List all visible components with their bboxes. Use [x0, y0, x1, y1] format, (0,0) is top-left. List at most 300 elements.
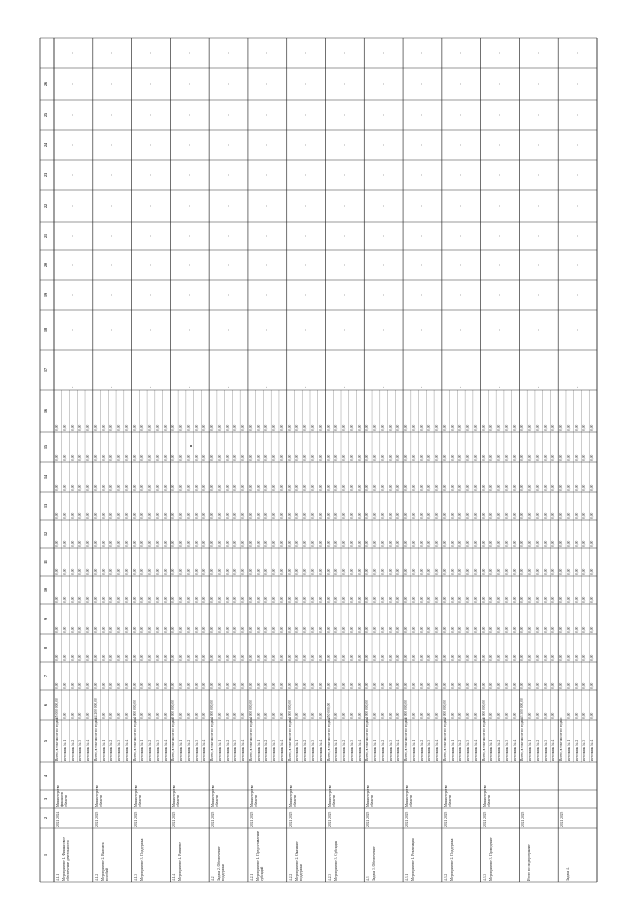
indicator-value: - [186, 114, 192, 116]
source-value: 0,00 [435, 484, 440, 491]
indicator-text: - [265, 386, 270, 388]
indicator-value: - [70, 144, 76, 146]
source-value: 0,00 [497, 454, 502, 461]
source-total: 0,00 [458, 712, 463, 719]
source-value: 0,00 [86, 654, 91, 661]
source-value: 0,00 [334, 568, 339, 575]
source-value: 0,00 [373, 626, 378, 633]
source-value: 0,00 [380, 512, 385, 519]
indicator-value: - [341, 235, 347, 237]
source-value: 0,00 [574, 424, 579, 431]
source-label: источник № 2 [186, 739, 191, 761]
source-value: 0,00 [473, 484, 478, 491]
source-value: 0,00 [357, 454, 362, 461]
source-value: 0,00 [373, 596, 378, 603]
source-value: 0,00 [473, 424, 478, 431]
source-value: 0,00 [124, 654, 129, 661]
source-total: 0,00 [574, 712, 579, 719]
indicator-value: - [303, 264, 309, 266]
source-total: 0,00 [582, 712, 587, 719]
source-label: источник № 4 [435, 739, 440, 761]
source-value: 0,00 [559, 596, 564, 603]
source-value: 0,00 [512, 654, 517, 661]
source-value: 0,00 [450, 512, 455, 519]
source-value: 0,00 [310, 626, 315, 633]
source-value: 0,00 [101, 454, 106, 461]
indicator-value: - [341, 294, 347, 296]
source-total: 0,00 [101, 712, 106, 719]
row-code: 4.2.2 [288, 873, 293, 881]
source-total: 0,00 [566, 712, 571, 719]
indicator-value: - [574, 83, 580, 85]
source-value: 0,00 [225, 654, 230, 661]
source-value: 0,00 [551, 484, 556, 491]
source-value: 0,00 [62, 596, 67, 603]
indicator-value: - [147, 144, 153, 146]
row-executor: Министерство области [249, 784, 258, 807]
source-value: 0,00 [256, 568, 261, 575]
source-value: 0,00 [117, 596, 122, 603]
source-value: 0,00 [520, 484, 525, 491]
source-value: 0,00 [411, 424, 416, 431]
source-value: 0,00 [233, 626, 238, 633]
source-value: 0,00 [140, 540, 145, 547]
source-value: 0,00 [155, 568, 160, 575]
indicator-text: - [187, 386, 192, 388]
source-total: 0,00 [427, 712, 432, 719]
source-value: 0,00 [109, 512, 114, 519]
source-value: 0,00 [512, 512, 517, 519]
source-value: 0,00 [217, 484, 222, 491]
indicator-text: - [459, 386, 464, 388]
source-value: 0,00 [489, 484, 494, 491]
source-value: 0,00 [373, 568, 378, 575]
indicator-value: - [497, 83, 503, 85]
source-value: 0,00 [310, 596, 315, 603]
indicator-value: - [186, 235, 192, 237]
source-value: 0,00 [442, 424, 447, 431]
indicator-value: - [225, 294, 231, 296]
source-value: 0,00 [233, 512, 238, 519]
indicator-value: - [458, 114, 464, 116]
source-value: 0,00 [124, 626, 129, 633]
source-value: 0,00 [233, 654, 238, 661]
source-value: 0,00 [481, 454, 486, 461]
source-value: 0,00 [396, 454, 401, 461]
source-label: Всего, в том числе по годам: [520, 717, 525, 761]
source-value: 0,00 [396, 424, 401, 431]
source-value: 0,00 [497, 512, 502, 519]
source-value: 0,00 [117, 568, 122, 575]
source-value: 0,00 [435, 682, 440, 689]
source-value: 0,00 [365, 454, 370, 461]
source-label: источник № 3 [117, 739, 122, 761]
source-value: 0,00 [435, 512, 440, 519]
source-value: 0,00 [78, 540, 83, 547]
source-value: 0,00 [512, 682, 517, 689]
source-value: 0,00 [466, 540, 471, 547]
source-value: 0,00 [582, 568, 587, 575]
source-value: 0,00 [217, 454, 222, 461]
indicator-value: - [497, 174, 503, 176]
source-total: 0,00 [62, 712, 67, 719]
column-number: 21 [43, 234, 48, 238]
column-number: 8 [43, 647, 48, 649]
source-value: 0,00 [233, 540, 238, 547]
source-label: источник № 3 [155, 739, 160, 761]
source-label: Всего, в том числе по годам: [442, 717, 447, 761]
source-value: 0,00 [70, 540, 75, 547]
indicator-text: - [226, 386, 231, 388]
source-value: 0,00 [248, 568, 253, 575]
source-label: Всего, в том числе по годам: [248, 717, 253, 761]
indicator-value: - [109, 114, 115, 116]
indicator-value: - [535, 264, 541, 266]
source-value: 0,00 [334, 626, 339, 633]
source-value: 0,00 [225, 512, 230, 519]
source-value: 0,00 [528, 512, 533, 519]
source-value: 0,00 [62, 682, 67, 689]
source-value: 0,00 [388, 540, 393, 547]
source-label: источник № 4 [202, 739, 207, 761]
source-value: 0,00 [342, 512, 346, 519]
source-value: 0,00 [132, 540, 137, 547]
source-value: 0,00 [574, 654, 579, 661]
source-value: 0,00 [411, 512, 416, 519]
source-value: 0,00 [279, 424, 284, 431]
source-value: 0,00 [559, 626, 564, 633]
source-value: 0,00 [504, 682, 509, 689]
indicator-value: - [109, 52, 115, 54]
indicator-text: - [71, 386, 76, 388]
source-value: 0,00 [590, 654, 595, 661]
source-value: 0,00 [202, 454, 207, 461]
source-label: Всего, в том числе по годам: [287, 717, 292, 761]
source-value: 0,00 [93, 596, 98, 603]
indicator-value: - [70, 114, 76, 116]
source-value: 0,00 [380, 682, 385, 689]
source-total: 33 300 000,00 [520, 698, 525, 719]
source-label: источник № 1 [101, 739, 106, 761]
source-value: 0,00 [543, 484, 548, 491]
source-value: 0,00 [124, 424, 129, 431]
source-value: 0,00 [466, 626, 471, 633]
indicator-value: - [574, 205, 580, 207]
row-executor: Министерство области [482, 784, 491, 807]
source-value: 0,00 [512, 424, 517, 431]
source-value: 0,00 [334, 682, 339, 689]
source-value: 0,00 [528, 654, 533, 661]
source-value: 0,00 [582, 484, 587, 491]
source-value: 0,00 [132, 682, 137, 689]
source-label: Всего, в том числе по годам: [404, 717, 409, 761]
source-value: 0,00 [404, 512, 409, 519]
source-value: 0,00 [155, 424, 160, 431]
source-value: 0,00 [248, 512, 253, 519]
source-value: 0,00 [388, 424, 393, 431]
source-value: 0,00 [241, 512, 246, 519]
source-value: 0,00 [458, 682, 463, 689]
source-value: 0,00 [559, 454, 564, 461]
source-label: источник № 4 [396, 739, 401, 761]
source-value: 0,00 [86, 596, 91, 603]
source-label: источник № 1 [179, 739, 184, 761]
source-value: 0,00 [272, 424, 277, 431]
source-value: 0,00 [148, 626, 153, 633]
source-total: 0,00 [435, 712, 440, 719]
source-value: 0,00 [419, 596, 424, 603]
indicator-value: - [497, 205, 503, 207]
indicator-value: - [109, 235, 115, 237]
indicator-value: - [458, 264, 464, 266]
source-value: 0,00 [248, 654, 253, 661]
source-value: 0,00 [233, 682, 238, 689]
source-value: 0,00 [210, 654, 215, 661]
source-value: 0,00 [117, 512, 122, 519]
source-value: 0,00 [466, 682, 471, 689]
source-value: 0,00 [117, 626, 122, 633]
source-value: 0,00 [466, 512, 471, 519]
source-value: 0,00 [295, 596, 300, 603]
source-value: 0,00 [140, 596, 145, 603]
source-value: 0,00 [566, 626, 571, 633]
source-label: источник № 1 [256, 739, 261, 761]
source-value: 0,00 [388, 596, 393, 603]
indicator-value: - [147, 52, 153, 54]
source-value: 0,00 [279, 682, 284, 689]
source-value: 0,00 [543, 454, 548, 461]
source-value: 0,00 [404, 540, 409, 547]
source-value: 0,00 [55, 654, 59, 661]
source-value: 0,00 [109, 682, 114, 689]
source-value: 0,00 [295, 626, 300, 633]
source-label: источник № 2 [380, 739, 385, 761]
indicator-value: - [380, 294, 386, 296]
source-value: 0,00 [520, 596, 525, 603]
source-value: 0,00 [473, 596, 478, 603]
source-total: 0,00 [78, 712, 83, 719]
source-value: 0,00 [504, 654, 509, 661]
source-value: 0,00 [520, 682, 525, 689]
indicator-value: - [419, 264, 425, 266]
source-value: 0,00 [171, 424, 176, 431]
indicator-value: - [225, 83, 231, 85]
source-value: 0,00 [163, 596, 168, 603]
source-value: 0,00 [194, 424, 199, 431]
source-value: 0,00 [225, 682, 230, 689]
source-value: 0,00 [225, 454, 230, 461]
source-value: 0,00 [318, 682, 323, 689]
source-value: 0,00 [419, 424, 424, 431]
source-value: 0,00 [388, 512, 393, 519]
source-value: 0,00 [179, 424, 184, 431]
indicator-value: - [225, 144, 231, 146]
source-value: 0,00 [155, 512, 160, 519]
indicator-value: - [70, 52, 76, 54]
row-executor: Министерство области [405, 784, 414, 807]
source-value: 0,00 [148, 484, 153, 491]
source-value: 0,00 [109, 540, 114, 547]
source-value: 0,00 [93, 540, 98, 547]
source-value: 0,00 [466, 568, 471, 575]
source-value: 0,00 [225, 568, 230, 575]
source-value: 0,00 [70, 626, 75, 633]
row-executor: Министерство области [172, 784, 181, 807]
indicator-value: - [535, 235, 541, 237]
source-value: 0,00 [248, 484, 253, 491]
source-value: 0,00 [148, 654, 153, 661]
indicator-value: - [380, 264, 386, 266]
source-value: 0,00 [70, 596, 75, 603]
indicator-value: - [303, 235, 309, 237]
indicator-value: - [419, 205, 425, 207]
indicator-value: - [147, 83, 153, 85]
source-value: 0,00 [512, 596, 517, 603]
source-value: 0,00 [179, 568, 184, 575]
indicator-value: - [264, 144, 270, 146]
indicator-value: - [147, 294, 153, 296]
source-value: 0,00 [272, 568, 277, 575]
row-code: 4.3.2 [443, 873, 448, 881]
source-value: 0,00 [504, 568, 509, 575]
source-total: 0,00 [233, 712, 238, 719]
source-value: 0,00 [248, 626, 253, 633]
source-value: 0,00 [551, 682, 556, 689]
indicator-value: - [458, 329, 464, 331]
source-value: 0,00 [140, 454, 145, 461]
source-value: 0,00 [202, 682, 207, 689]
row-name: Мероприятие 3. Проведение [488, 837, 493, 881]
source-value: 0,00 [497, 654, 502, 661]
source-value: 0,00 [210, 682, 215, 689]
source-value: 0,00 [179, 454, 184, 461]
indicator-text: - [110, 386, 115, 388]
source-value: 0,00 [504, 626, 509, 633]
source-value: 0,00 [357, 512, 362, 519]
row-code: 4.2.1 [249, 873, 254, 881]
row-name: Итого по подпрограмме [527, 844, 532, 881]
column-number: 14 [43, 475, 48, 479]
row-code: 4.2.3 [327, 873, 332, 881]
source-label: источник № 4 [279, 739, 284, 761]
source-value: 0,00 [388, 626, 393, 633]
indicator-value: - [574, 174, 580, 176]
source-value: 0,00 [419, 484, 424, 491]
source-total: 0,00 [217, 712, 222, 719]
indicator-value: - [225, 329, 231, 331]
source-value: 0,00 [318, 424, 323, 431]
source-value: 0,00 [194, 568, 199, 575]
source-value: 0,00 [520, 454, 525, 461]
source-value: 0,00 [140, 568, 145, 575]
source-value: 0,00 [435, 454, 440, 461]
source-value: 0,00 [404, 424, 409, 431]
source-value: 0,00 [349, 568, 354, 575]
source-value: 0,00 [62, 454, 67, 461]
source-value: 0,00 [458, 596, 463, 603]
indicator-value: - [303, 114, 309, 116]
row-years: 2021 2025 [482, 811, 487, 827]
indicator-value: - [380, 174, 386, 176]
source-value: 0,00 [512, 540, 517, 547]
source-label: Всего, в том числе по годам: [55, 717, 59, 761]
indicator-value: - [341, 329, 347, 331]
source-value: 0,00 [559, 540, 564, 547]
source-value: 0,00 [279, 540, 284, 547]
rotated-table [32, 30, 607, 890]
column-number: 5 [43, 740, 48, 742]
source-label: источник № 4 [163, 739, 168, 761]
source-value: 0,00 [303, 568, 308, 575]
indicator-value: - [574, 114, 580, 116]
source-value: 0,00 [303, 626, 308, 633]
source-value: 0,00 [194, 454, 199, 461]
indicator-value: - [497, 52, 503, 54]
source-value: 0,00 [272, 654, 277, 661]
source-value: 0,00 [70, 654, 75, 661]
source-value: 0,00 [217, 568, 222, 575]
source-label: источник № 3 [543, 739, 548, 761]
source-value: 0,00 [427, 682, 432, 689]
source-value: 0,00 [202, 512, 207, 519]
source-value: 0,00 [264, 424, 269, 431]
source-value: 0,00 [272, 484, 277, 491]
indicator-text: - [381, 386, 386, 388]
source-value: 0,00 [396, 682, 401, 689]
source-value: 0,00 [365, 596, 370, 603]
indicator-value: - [574, 264, 580, 266]
source-value: 0,00 [349, 682, 354, 689]
source-label: Всего, в том числе по годам: [93, 717, 98, 761]
indicator-value: - [458, 174, 464, 176]
source-value: 0,00 [241, 454, 246, 461]
indicator-value: - [535, 52, 541, 54]
source-label: источник № 2 [225, 739, 230, 761]
source-value: 0,00 [287, 424, 292, 431]
source-value: 0,00 [109, 484, 114, 491]
source-value: 0,00 [574, 596, 579, 603]
source-value: 0,00 [512, 484, 517, 491]
source-value: 0,00 [279, 596, 284, 603]
source-label: источник № 4 [318, 739, 323, 761]
source-value: 0,00 [140, 512, 145, 519]
source-value: 0,00 [559, 568, 564, 575]
indicator-value: - [264, 114, 270, 116]
column-number: 2 [43, 817, 48, 819]
source-value: 0,00 [373, 540, 378, 547]
source-value: 0,00 [109, 596, 114, 603]
source-value: 0,00 [419, 626, 424, 633]
source-value: 0,00 [543, 568, 548, 575]
indicator-value: - [109, 264, 115, 266]
source-value: 0,00 [590, 484, 595, 491]
source-value: 0,00 [559, 512, 564, 519]
source-value: 0,00 [349, 512, 354, 519]
source-value: 0,00 [132, 484, 137, 491]
source-value: 0,00 [93, 484, 98, 491]
indicator-value: - [264, 52, 270, 54]
source-total: 1 000 000,00 [404, 700, 409, 719]
source-value: 0,00 [357, 654, 362, 661]
source-value: 0,00 [442, 596, 447, 603]
source-label: источник № 1 [217, 739, 222, 761]
source-label: источник № 3 [427, 739, 432, 761]
source-value: 0,00 [326, 596, 331, 603]
source-value: 0,00 [171, 454, 176, 461]
source-value: 0,00 [582, 596, 587, 603]
row-executor: Министерство области [366, 784, 375, 807]
source-value: 0,00 [287, 512, 292, 519]
